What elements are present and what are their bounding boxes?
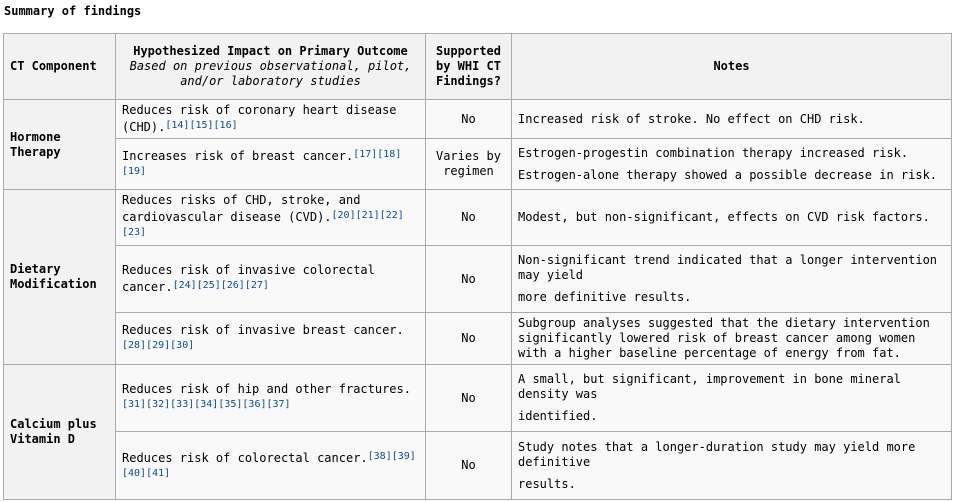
supported-cell: No: [426, 432, 512, 500]
table-row: [4, 100, 952, 139]
notes-cell: [512, 190, 952, 246]
hypothesis-text: Increases risk of breast cancer.: [122, 149, 354, 163]
table-row: [4, 190, 952, 246]
hypothesis-text: Reduces risk of invasive breast cancer.: [122, 322, 404, 337]
notes-cell: [512, 139, 952, 190]
notes-text: Estrogen-progestin combination therapy increased risk.: [518, 145, 909, 160]
supported-cell: Varies by regimen: [426, 139, 512, 190]
notes-cell: [512, 100, 952, 139]
hypothesis-cell: [116, 139, 426, 190]
hypothesis-cell: [116, 432, 426, 500]
notes-text: Increased risk of stroke. No effect on CHD risk.: [518, 111, 865, 126]
header-hypothesized-impact: [116, 34, 426, 100]
supported-cell: No: [426, 190, 512, 246]
notes-text: Estrogen-alone therapy showed a possible decrease in risk.: [518, 167, 938, 182]
reference-link[interactable]: [31][32][33][34][35][36][37]: [122, 399, 291, 410]
reference-link[interactable]: [38][39][40][41]: [122, 450, 416, 479]
notes-text: Subgroup analyses suggested that the dietary intervention significantly lowered risk of breast cancer among women with a higher baseline percentage of energy from fat.: [518, 316, 930, 360]
supported-cell: No: [426, 365, 512, 432]
header-hypothesis-title: Hypothesized Impact on Primary Outcome: [133, 44, 408, 58]
notes-cell: [512, 313, 952, 365]
reference-link[interactable]: [14][15][16]: [165, 120, 238, 131]
reference-link[interactable]: [28][29][30]: [122, 339, 195, 351]
header-supported: Supported by WHI CT Findings?: [426, 34, 512, 100]
group-hormone-therapy: Hormone Therapy: [4, 100, 116, 190]
supported-cell: No: [426, 313, 512, 365]
notes-text: A small, but significant, improvement in bone mineral density was: [518, 372, 901, 401]
hypothesis-text: Reduces risk of hip and other fractures.: [122, 382, 411, 396]
findings-table: [3, 33, 952, 500]
hypothesis-cell: [116, 190, 426, 246]
hypothesis-text: Reduces risks of CHD, stroke, and cardiovascular disease (CVD).: [122, 193, 361, 224]
notes-text: Study notes that a longer-duration study may yield more definitive: [518, 439, 916, 469]
table-row: [4, 365, 952, 432]
hypothesis-text: Reduces risk of colorectal cancer.: [122, 450, 368, 465]
header-ct-component: CT Component: [4, 34, 116, 100]
hypothesis-text: Reduces risk of invasive colorectal cancer.: [122, 263, 375, 294]
table-row: [4, 432, 952, 500]
table-row: [4, 313, 952, 365]
hypothesis-text: Reduces risk of coronary heart disease (CHD).: [122, 103, 397, 134]
reference-link[interactable]: [20][21][22][23]: [122, 210, 404, 238]
notes-text: identified.: [518, 409, 598, 423]
hypothesis-cell: [116, 313, 426, 365]
notes-text: Modest, but non-significant, effects on CVD risk factors.: [518, 210, 930, 224]
header-hypothesis-subtitle: Based on previous observational, pilot, and/or laboratory studies: [129, 59, 412, 88]
notes-cell: [512, 246, 952, 313]
hypothesis-cell: [116, 100, 426, 139]
table-row: [4, 139, 952, 190]
reference-link[interactable]: [24][25][26][27]: [172, 280, 269, 291]
supported-cell: No: [426, 246, 512, 313]
notes-cell: [512, 432, 952, 500]
header-notes: Notes: [512, 34, 952, 100]
hypothesis-cell: [116, 365, 426, 432]
notes-text: more definitive results.: [518, 290, 692, 304]
notes-text: Non-significant trend indicated that a longer intervention may yield: [518, 253, 938, 282]
notes-cell: [512, 365, 952, 432]
group-calcium-vitamin-d: Calcium plus Vitamin D: [4, 365, 116, 500]
reference-link[interactable]: [17][18][19]: [122, 149, 402, 177]
hypothesis-cell: [116, 246, 426, 313]
group-dietary-modification: Dietary Modification: [4, 190, 116, 365]
header-row: [4, 34, 952, 100]
notes-text: results.: [518, 476, 576, 491]
supported-cell: No: [426, 100, 512, 139]
table-caption: Summary of findings: [4, 4, 142, 18]
table-row: [4, 246, 952, 313]
